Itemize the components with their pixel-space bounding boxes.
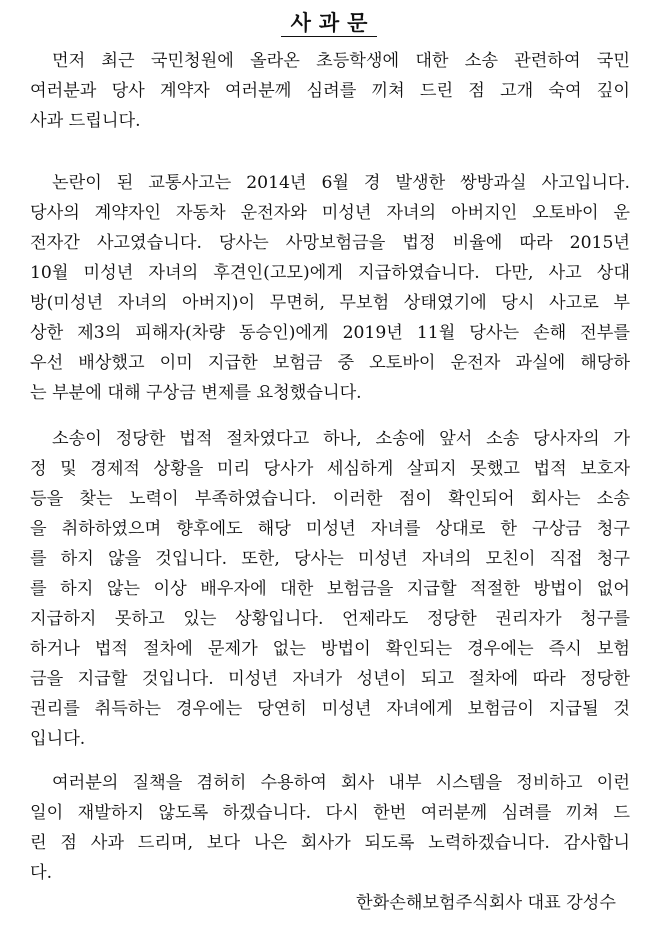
paragraph-line: 금을 지급할 것입니다. 미성년 자녀가 성년이 되고 절차에 따라 정당한	[30, 669, 630, 689]
paragraph-line: 당사의 계약자인 자동차 운전자와 미성년 자녀의 아버지인 오토바이 운	[30, 203, 630, 223]
signature: 한화손해보험주식회사 대표 강성수	[356, 893, 616, 913]
paragraph-line: 를 하지 않는 이상 배우자에 대한 보험금을 지급할 적절한 방법이 없어	[30, 579, 630, 599]
paragraph-4	[30, 768, 630, 888]
paragraph-2	[30, 168, 630, 408]
paragraph-line: 을 취하하였으며 향후에도 해당 미성년 자녀를 상대로 한 구상금 청구	[30, 519, 630, 539]
paragraph-line: 논란이 된 교통사고는 2014년 6월 경 발생한 쌍방과실 사고입니다.	[52, 173, 630, 193]
paragraph-3	[30, 424, 630, 754]
paragraph-line: 일이 재발하지 않도록 하겠습니다. 다시 한번 여러분께 심려를 끼쳐 드	[30, 803, 630, 823]
paragraph-line: 방(미성년 자녀의 아버지)이 무면허, 무보험 상태였기에 당시 사고로 부	[30, 293, 630, 313]
document-title: 사과문	[281, 10, 378, 37]
paragraph-line: 소송이 정당한 법적 절차였다고 하나, 소송에 앞서 소송 당사자의 가	[52, 429, 630, 449]
paragraph-line: 다.	[30, 863, 53, 883]
paragraph-line: 사과 드립니다.	[30, 111, 141, 131]
paragraph-line: 상한 제3의 피해자(차량 동승인)에게 2019년 11월 당사는 손해 전부를	[30, 323, 630, 343]
paragraph-line: 하거나 법적 절차에 문제가 없는 방법이 확인되는 경우에는 즉시 보험	[30, 639, 630, 659]
paragraph-line: 린 점 사과 드리며, 보다 나은 회사가 되도록 노력하겠습니다. 감사합니	[30, 833, 630, 853]
paragraph-line: 우선 배상했고 이미 지급한 보험금 중 오토바이 운전자 과실에 해당하	[30, 353, 630, 373]
paragraph-line: 여러분과 당사 계약자 여러분께 심려를 끼쳐 드린 점 고개 숙여 깊이	[30, 81, 630, 101]
paragraph-line: 지급하지 못하고 있는 상황입니다. 언제라도 정당한 권리자가 청구를	[30, 609, 630, 629]
paragraph-line: 를 하지 않을 것입니다. 또한, 당사는 미성년 자녀의 모친이 직접 청구	[30, 549, 630, 569]
paragraph-line: 권리를 취득하는 경우에는 당연히 미성년 자녀에게 보험금이 지급될 것	[30, 699, 630, 719]
paragraph-line: 전자간 사고였습니다. 당사는 사망보험금을 법정 비율에 따라 2015년	[30, 233, 630, 253]
paragraph-line: 등을 찾는 노력이 부족하였습니다. 이러한 점이 확인되어 회사는 소송	[30, 489, 630, 509]
paragraph-line: 입니다.	[30, 729, 86, 749]
paragraph-line: 정 및 경제적 상황을 미리 당사가 세심하게 살피지 못했고 법적 보호자	[30, 459, 630, 479]
paragraph-line: 먼저 최근 국민청원에 올라온 초등학생에 대한 소송 관련하여 국민	[52, 51, 630, 71]
paragraph-line: 는 부분에 대해 구상금 변제를 요청했습니다.	[30, 383, 362, 403]
paragraph-line: 10월 미성년 자녀의 후견인(고모)에게 지급하였습니다. 다만, 사고 상대	[30, 263, 630, 283]
paragraph-1	[30, 46, 630, 136]
document-title-wrapper	[0, 8, 658, 38]
paragraph-line: 여러분의 질책을 겸허히 수용하여 회사 내부 시스템을 정비하고 이런	[52, 773, 630, 793]
